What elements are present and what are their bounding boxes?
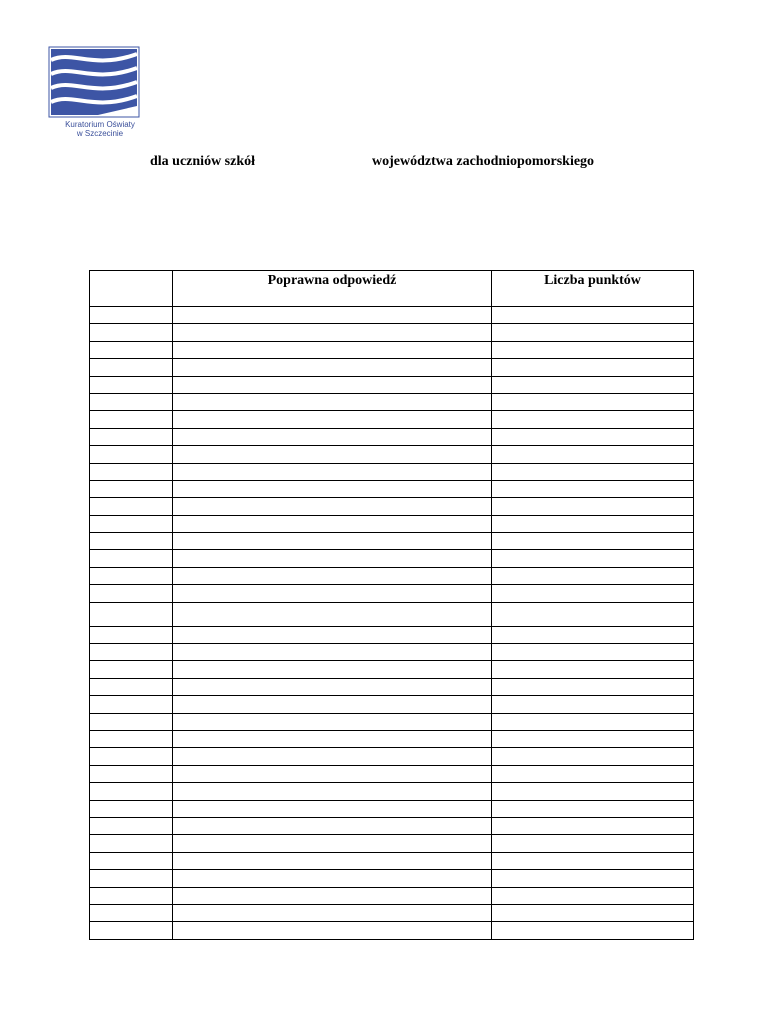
- table-row: [90, 730, 694, 747]
- cell-correct-answer[interactable]: [173, 783, 492, 800]
- cell-number[interactable]: [90, 661, 173, 678]
- cell-number[interactable]: [90, 428, 173, 445]
- cell-number[interactable]: [90, 765, 173, 782]
- cell-correct-answer[interactable]: [173, 498, 492, 515]
- table-row: [90, 817, 694, 834]
- cell-correct-answer[interactable]: [173, 678, 492, 695]
- table-row: [90, 765, 694, 782]
- cell-correct-answer[interactable]: [173, 480, 492, 497]
- cell-correct-answer[interactable]: [173, 748, 492, 765]
- cell-number[interactable]: [90, 678, 173, 695]
- logo-caption-line-1: Kuratorium Oświaty: [65, 120, 135, 129]
- cell-points[interactable]: [492, 678, 694, 695]
- cell-correct-answer[interactable]: [173, 463, 492, 480]
- cell-number[interactable]: [90, 463, 173, 480]
- answers-table: [89, 270, 694, 940]
- cell-number[interactable]: [90, 550, 173, 567]
- cell-correct-answer[interactable]: [173, 515, 492, 532]
- cell-correct-answer[interactable]: [173, 904, 492, 921]
- cell-number[interactable]: [90, 307, 173, 324]
- cell-number[interactable]: [90, 904, 173, 921]
- heading-left: dla uczniów szkół: [150, 154, 256, 169]
- table-row: [90, 446, 694, 463]
- table-row: [90, 661, 694, 678]
- logo-caption-line-2: w Szczecinie: [76, 129, 124, 138]
- table-row: [90, 376, 694, 393]
- table-row: [90, 696, 694, 713]
- cell-points[interactable]: [492, 817, 694, 834]
- cell-points[interactable]: [492, 696, 694, 713]
- cell-points[interactable]: [492, 765, 694, 782]
- cell-number[interactable]: [90, 922, 173, 939]
- cell-number[interactable]: [90, 835, 173, 852]
- cell-points[interactable]: [492, 887, 694, 904]
- cell-number[interactable]: [90, 515, 173, 532]
- cell-correct-answer[interactable]: [173, 446, 492, 463]
- table-row: [90, 678, 694, 695]
- cell-points[interactable]: [492, 783, 694, 800]
- cell-correct-answer[interactable]: [173, 307, 492, 324]
- table-row: [90, 748, 694, 765]
- cell-points[interactable]: [492, 748, 694, 765]
- table-row: [90, 463, 694, 480]
- cell-correct-answer[interactable]: [173, 887, 492, 904]
- table-row: [90, 713, 694, 730]
- table-row: [90, 324, 694, 341]
- cell-correct-answer[interactable]: [173, 696, 492, 713]
- table-row: [90, 359, 694, 376]
- cell-correct-answer[interactable]: [173, 411, 492, 428]
- cell-correct-answer[interactable]: [173, 800, 492, 817]
- cell-number[interactable]: [90, 324, 173, 341]
- cell-correct-answer[interactable]: [173, 765, 492, 782]
- table-row: [90, 550, 694, 567]
- cell-points[interactable]: [492, 644, 694, 661]
- cell-points[interactable]: [492, 602, 694, 626]
- cell-number[interactable]: [90, 800, 173, 817]
- cell-points[interactable]: [492, 393, 694, 410]
- table-row: [90, 870, 694, 887]
- cell-points[interactable]: [492, 463, 694, 480]
- cell-points[interactable]: [492, 922, 694, 939]
- cell-points[interactable]: [492, 428, 694, 445]
- cell-points[interactable]: [492, 498, 694, 515]
- cell-number[interactable]: [90, 730, 173, 747]
- table-row: [90, 626, 694, 643]
- table-row: [90, 922, 694, 939]
- table-row: [90, 515, 694, 532]
- table-row: [90, 585, 694, 602]
- table-row: [90, 428, 694, 445]
- cell-number[interactable]: [90, 783, 173, 800]
- cell-correct-answer[interactable]: [173, 922, 492, 939]
- cell-points[interactable]: [492, 585, 694, 602]
- cell-points[interactable]: [492, 567, 694, 584]
- table-row: [90, 852, 694, 869]
- cell-number[interactable]: [90, 446, 173, 463]
- cell-number[interactable]: [90, 341, 173, 358]
- cell-correct-answer[interactable]: [173, 870, 492, 887]
- cell-correct-answer[interactable]: [173, 626, 492, 643]
- cell-correct-answer[interactable]: [173, 730, 492, 747]
- cell-number[interactable]: [90, 533, 173, 550]
- cell-number[interactable]: [90, 411, 173, 428]
- cell-number[interactable]: [90, 376, 173, 393]
- cell-correct-answer[interactable]: [173, 835, 492, 852]
- cell-points[interactable]: [492, 852, 694, 869]
- table-row: [90, 800, 694, 817]
- cell-points[interactable]: [492, 870, 694, 887]
- table-row: [90, 480, 694, 497]
- cell-points[interactable]: [492, 661, 694, 678]
- cell-correct-answer[interactable]: [173, 359, 492, 376]
- table-row: [90, 498, 694, 515]
- table-row: [90, 533, 694, 550]
- cell-correct-answer[interactable]: [173, 550, 492, 567]
- cell-points[interactable]: [492, 376, 694, 393]
- cell-number[interactable]: [90, 359, 173, 376]
- cell-correct-answer[interactable]: [173, 852, 492, 869]
- table-row: [90, 904, 694, 921]
- cell-correct-answer[interactable]: [173, 644, 492, 661]
- cell-points[interactable]: [492, 904, 694, 921]
- cell-correct-answer[interactable]: [173, 376, 492, 393]
- table-row: [90, 835, 694, 852]
- header-number: [90, 271, 173, 307]
- cell-number[interactable]: [90, 393, 173, 410]
- heading-right: województwa zachodniopomorskiego: [372, 154, 595, 169]
- cell-correct-answer[interactable]: [173, 428, 492, 445]
- cell-number[interactable]: [90, 870, 173, 887]
- cell-number[interactable]: [90, 585, 173, 602]
- cell-points[interactable]: [492, 835, 694, 852]
- cell-points[interactable]: [492, 515, 694, 532]
- header-correct-answer: Poprawna odpowiedź: [173, 271, 492, 307]
- cell-points[interactable]: [492, 533, 694, 550]
- cell-number[interactable]: [90, 748, 173, 765]
- cell-number[interactable]: [90, 644, 173, 661]
- table-row: [90, 602, 694, 626]
- cell-correct-answer[interactable]: [173, 585, 492, 602]
- cell-number[interactable]: [90, 817, 173, 834]
- cell-points[interactable]: [492, 341, 694, 358]
- cell-correct-answer[interactable]: [173, 533, 492, 550]
- table-row: [90, 393, 694, 410]
- cell-number[interactable]: [90, 626, 173, 643]
- logo-caption: [44, 120, 156, 138]
- cell-number[interactable]: [90, 602, 173, 626]
- table-header-row: [90, 271, 694, 307]
- cell-points[interactable]: [492, 480, 694, 497]
- header-points: Liczba punktów: [492, 271, 694, 307]
- answers-table-body: [90, 307, 694, 940]
- cell-number[interactable]: [90, 480, 173, 497]
- cell-number[interactable]: [90, 852, 173, 869]
- cell-correct-answer[interactable]: [173, 567, 492, 584]
- table-row: [90, 341, 694, 358]
- cell-correct-answer[interactable]: [173, 602, 492, 626]
- cell-points[interactable]: [492, 713, 694, 730]
- cell-number[interactable]: [90, 696, 173, 713]
- cell-points[interactable]: [492, 730, 694, 747]
- cell-correct-answer[interactable]: [173, 324, 492, 341]
- cell-correct-answer[interactable]: [173, 661, 492, 678]
- cell-correct-answer[interactable]: [173, 817, 492, 834]
- table-row: [90, 307, 694, 324]
- table-row: [90, 411, 694, 428]
- table-row: [90, 783, 694, 800]
- cell-number[interactable]: [90, 498, 173, 515]
- kuratorium-logo-icon: [48, 46, 140, 118]
- table-row: [90, 567, 694, 584]
- table-row: [90, 887, 694, 904]
- cell-correct-answer[interactable]: [173, 713, 492, 730]
- cell-correct-answer[interactable]: [173, 393, 492, 410]
- cell-points[interactable]: [492, 550, 694, 567]
- cell-points[interactable]: [492, 626, 694, 643]
- table-row: [90, 644, 694, 661]
- cell-number[interactable]: [90, 887, 173, 904]
- cell-number[interactable]: [90, 713, 173, 730]
- cell-points[interactable]: [492, 411, 694, 428]
- cell-points[interactable]: [492, 446, 694, 463]
- cell-correct-answer[interactable]: [173, 341, 492, 358]
- cell-points[interactable]: [492, 307, 694, 324]
- cell-points[interactable]: [492, 359, 694, 376]
- cell-points[interactable]: [492, 800, 694, 817]
- cell-points[interactable]: [492, 324, 694, 341]
- cell-number[interactable]: [90, 567, 173, 584]
